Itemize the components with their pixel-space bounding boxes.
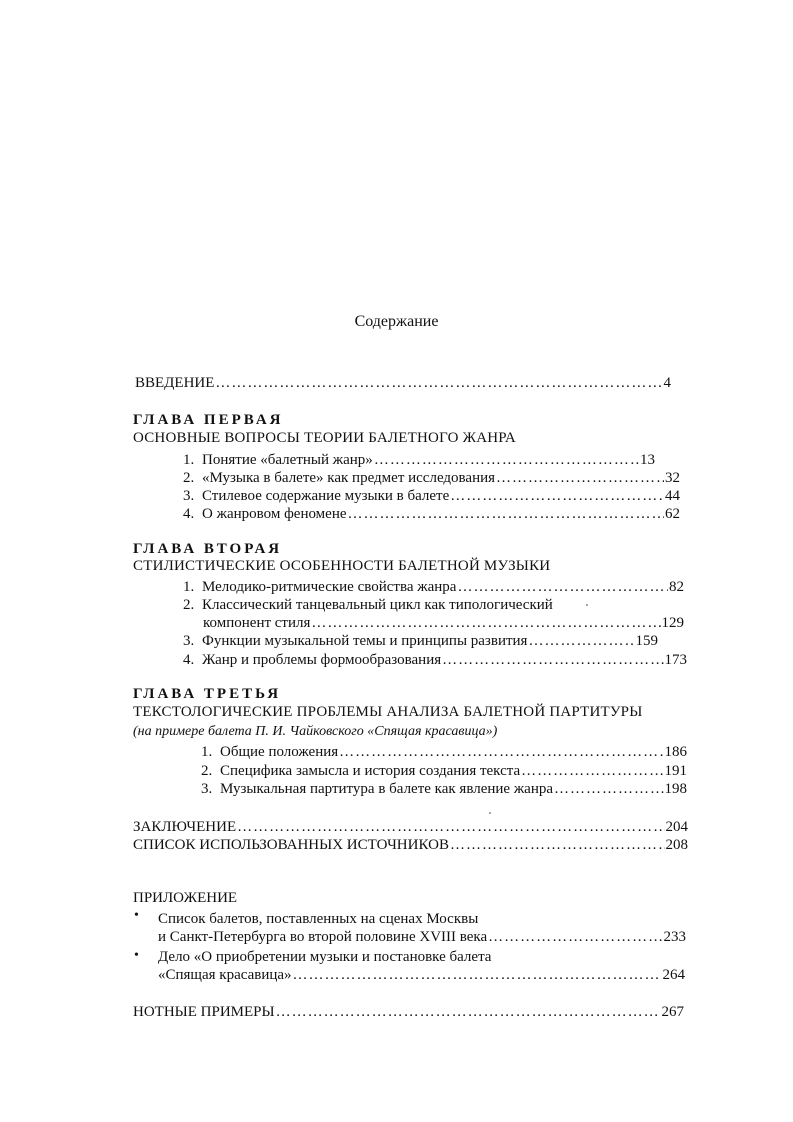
toc-number: 1.	[201, 744, 213, 760]
page-title: Содержание	[354, 313, 439, 330]
leader-dots	[442, 651, 663, 669]
toc-label: Понятие «балетный жанр»	[202, 452, 373, 468]
appendix-item-1[interactable]	[158, 928, 686, 946]
toc-entry-3-1[interactable]	[201, 743, 687, 761]
toc-label: «Музыка в балете» как предмет исследования	[202, 470, 496, 486]
toc-page: 233	[663, 929, 686, 945]
toc-entry-2-2-line1[interactable]	[183, 596, 553, 614]
toc-number: 4.	[183, 652, 195, 668]
toc-label: ЗАКЛЮЧЕНИЕ	[133, 819, 237, 835]
toc-label: НОТНЫЕ ПРИМЕРЫ	[133, 1004, 275, 1020]
toc-page: 208	[665, 837, 688, 853]
toc-label: Общие положения	[220, 744, 339, 760]
toc-number: 4.	[183, 506, 195, 522]
leader-dots	[488, 928, 662, 946]
toc-page: 159	[635, 633, 658, 649]
toc-entry-conclusion[interactable]	[133, 818, 688, 836]
leader-dots	[348, 505, 664, 523]
toc-label: О жанровом феномене	[202, 506, 347, 522]
toc-page: 32	[665, 470, 680, 486]
toc-number: 1.	[183, 579, 195, 595]
toc-entry-3-2[interactable]	[201, 762, 687, 780]
leader-dots	[311, 614, 660, 632]
scan-speck	[489, 812, 491, 814]
toc-entry-1-3[interactable]	[183, 487, 680, 505]
toc-entry-2-4[interactable]	[183, 651, 687, 669]
chapter-1-heading: ГЛАВА ПЕРВАЯ	[133, 412, 284, 428]
toc-page: 191	[664, 763, 687, 779]
leader-dots	[457, 578, 668, 596]
toc-number: 3.	[183, 488, 195, 504]
toc-number: 3.	[201, 781, 213, 797]
toc-page: 13	[640, 452, 655, 468]
toc-page: 186	[664, 744, 687, 760]
leader-dots	[276, 1003, 661, 1021]
toc-label: Стилевое содержание музыки в балете	[202, 488, 450, 504]
leader-dots	[521, 762, 663, 780]
toc-page: 44	[665, 488, 680, 504]
toc-label: ВВЕДЕНИЕ	[135, 375, 215, 391]
toc-number: 2.	[183, 597, 195, 613]
toc-entry-3-3[interactable]	[201, 780, 687, 798]
leader-dots	[528, 632, 634, 650]
chapter-3-title: ТЕКСТОЛОГИЧЕСКИЕ ПРОБЛЕМЫ АНАЛИЗА БАЛЕТНОЙ ПАРТИТУРЫ	[133, 704, 643, 720]
bullet-icon: •	[134, 948, 139, 963]
leader-dots	[215, 374, 662, 392]
toc-entry-1-1[interactable]	[183, 451, 655, 469]
chapter-3-heading: ГЛАВА ТРЕТЬЯ	[133, 686, 282, 702]
toc-label: Музыкальная партитура в балете как явление жанра	[220, 781, 554, 797]
toc-label: Классический танцевальный цикл как типологический	[202, 597, 553, 613]
toc-page: 62	[665, 506, 680, 522]
toc-label: Функции музыкальной темы и принципы развития	[202, 633, 528, 649]
toc-entry-1-2[interactable]	[183, 469, 680, 487]
toc-page: 267	[661, 1004, 684, 1020]
toc-entry-sources[interactable]	[133, 836, 688, 854]
leader-dots	[237, 818, 664, 836]
scan-speck	[586, 604, 588, 606]
toc-number: 2.	[201, 763, 213, 779]
toc-entry-2-2[interactable]	[203, 614, 684, 632]
toc-number: 1.	[183, 452, 195, 468]
toc-label-continued: и Санкт-Петербурга во второй половине XVIII века	[158, 929, 488, 945]
leader-dots	[450, 487, 664, 505]
leader-dots	[293, 966, 662, 984]
leader-dots	[339, 743, 663, 761]
appendix-item-2[interactable]	[158, 966, 685, 984]
toc-page: 173	[664, 652, 687, 668]
appendix-heading: ПРИЛОЖЕНИЕ	[133, 890, 238, 906]
leader-dots	[554, 780, 663, 798]
toc-label: СПИСОК ИСПОЛЬЗОВАННЫХ ИСТОЧНИКОВ	[133, 837, 449, 853]
toc-page: 204	[665, 819, 688, 835]
leader-dots	[450, 836, 665, 854]
toc-page: 82	[669, 579, 684, 595]
toc-entry-intro[interactable]	[135, 374, 671, 392]
toc-page: 4	[663, 375, 671, 391]
toc-page: 264	[662, 967, 685, 983]
toc-label: Жанр и проблемы формообразования	[202, 652, 442, 668]
leader-dots	[374, 451, 639, 469]
toc-entry-notes[interactable]	[133, 1003, 684, 1021]
chapter-2-title: СТИЛИСТИЧЕСКИЕ ОСОБЕННОСТИ БАЛЕТНОЙ МУЗЫКИ	[133, 558, 551, 574]
toc-page: 198	[664, 781, 687, 797]
toc-entry-2-1[interactable]	[183, 578, 684, 596]
toc-label: Мелодико-ритмические свойства жанра	[202, 579, 457, 595]
toc-page: 129	[661, 615, 684, 631]
toc-number: 2.	[183, 470, 195, 486]
leader-dots	[496, 469, 664, 487]
appendix-item-2-line1[interactable]: Дело «О приобретении музыки и постановке балета	[158, 949, 492, 965]
toc-label-continued: «Спящая красавица»	[158, 967, 292, 983]
appendix-item-1-line1[interactable]: Список балетов, поставленных на сценах Москвы	[158, 911, 479, 927]
toc-entry-2-3[interactable]	[183, 632, 658, 650]
chapter-1-title: ОСНОВНЫЕ ВОПРОСЫ ТЕОРИИ БАЛЕТНОГО ЖАНРА	[133, 430, 516, 446]
toc-label: Специфика замысла и история создания текста	[220, 763, 521, 779]
chapter-2-heading: ГЛАВА ВТОРАЯ	[133, 541, 283, 557]
toc-entry-1-4[interactable]	[183, 505, 680, 523]
toc-label-continued: компонент стиля	[203, 615, 311, 631]
chapter-3-subtitle: (на примере балета П. И. Чайковского «Спящая красавица»)	[133, 724, 498, 739]
bullet-icon: •	[134, 908, 139, 923]
toc-number: 3.	[183, 633, 195, 649]
